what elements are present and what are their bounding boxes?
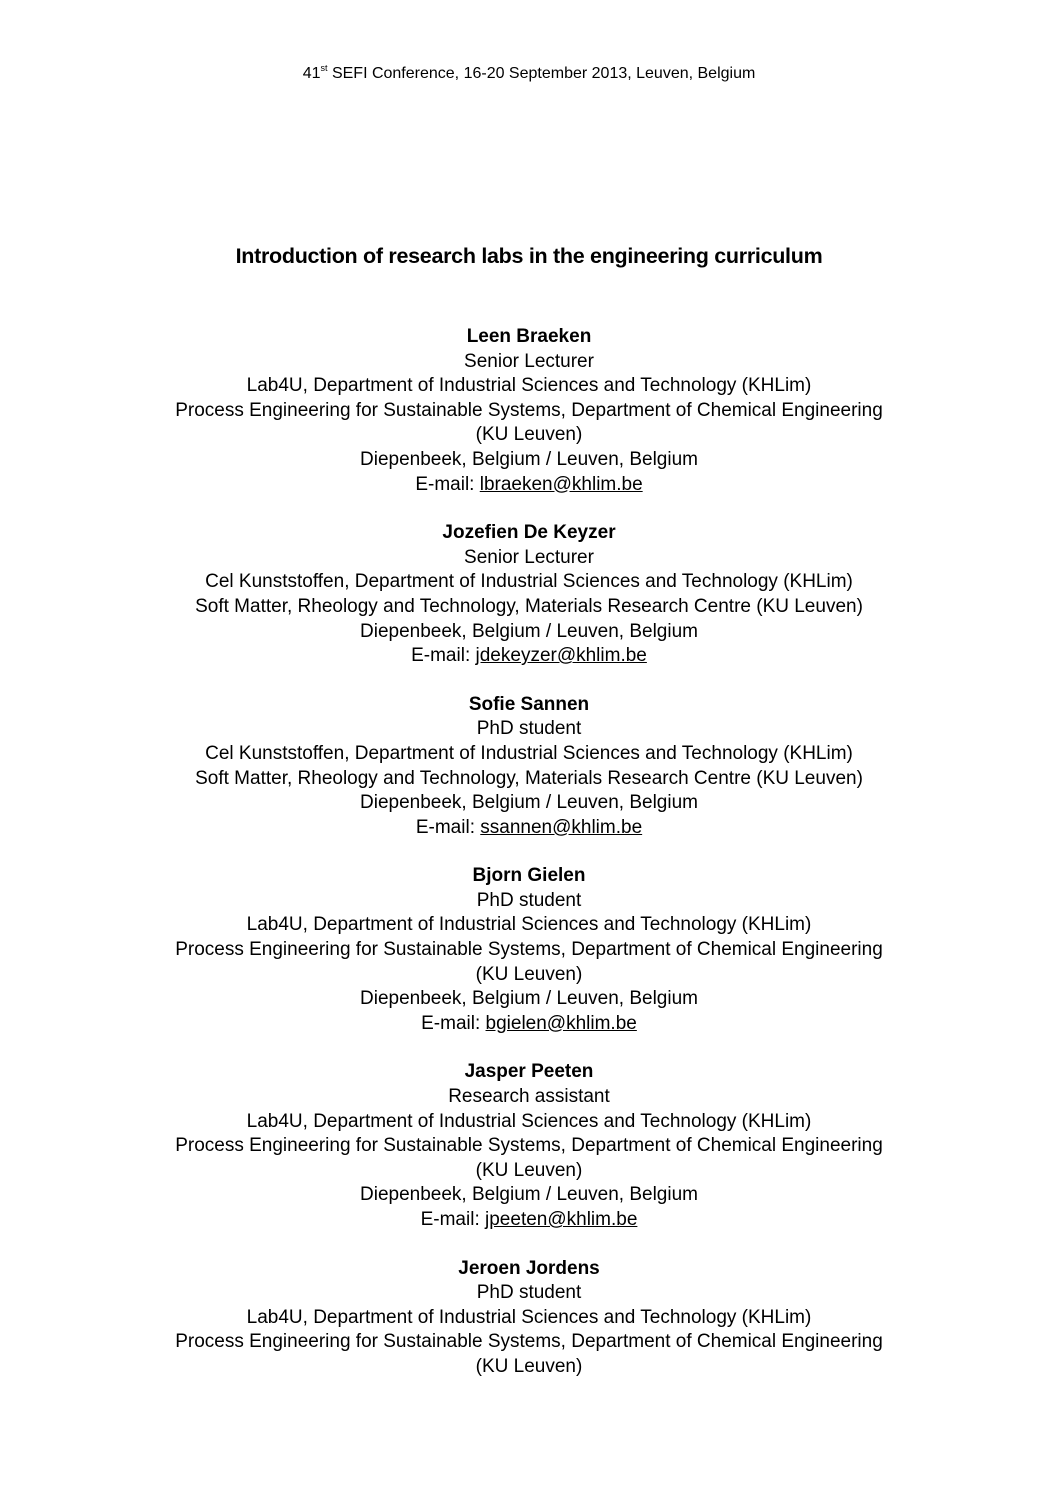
author-email-line [0, 473, 1058, 498]
author-affiliation: Process Engineering for Sustainable Systems, Department of Chemical Engineering [175, 1331, 883, 1353]
author-role: PhD student [476, 889, 582, 911]
author-name: Sofie Sannen [468, 693, 590, 715]
author-block [0, 864, 1058, 1036]
author-block [0, 521, 1058, 669]
author-affiliation: Diepenbeek, Belgium / Leuven, Belgium [360, 448, 698, 470]
paper-title: Introduction of research labs in the engineering curriculum [235, 244, 823, 268]
email-label: E-mail: [420, 1209, 486, 1230]
author-affiliation: Diepenbeek, Belgium / Leuven, Belgium [360, 620, 698, 642]
author-role: Senior Lecturer [464, 546, 594, 568]
author-affiliation: Lab4U, Department of Industrial Sciences and Technology (KHLim) [246, 1110, 812, 1132]
author-block [0, 1060, 1058, 1232]
running-header [0, 64, 1058, 84]
author-affiliation: Process Engineering for Sustainable Systems, Department of Chemical Engineering [175, 1135, 883, 1157]
email-link[interactable]: jdekeyzer@khlim.be [475, 645, 647, 667]
author-affiliation: Process Engineering for Sustainable Systems, Department of Chemical Engineering [175, 939, 883, 961]
author-role: Senior Lecturer [464, 350, 594, 372]
author-affiliation: (KU Leuven) [475, 424, 583, 446]
author-role: Research assistant [448, 1086, 610, 1108]
author-name: Jasper Peeten [464, 1061, 594, 1083]
author-name: Jeroen Jordens [458, 1257, 600, 1279]
author-affiliation: (KU Leuven) [475, 1159, 583, 1181]
header-ordinal-suffix: st [320, 63, 328, 73]
email-link[interactable]: ssannen@khlim.be [480, 816, 643, 838]
author-block [0, 693, 1058, 841]
author-affiliation: Diepenbeek, Belgium / Leuven, Belgium [360, 792, 698, 814]
email-label: E-mail: [421, 1012, 486, 1034]
author-affiliation: (KU Leuven) [475, 1355, 583, 1377]
author-name: Leen Braeken [466, 326, 592, 347]
author-affiliation: Soft Matter, Rheology and Technology, Materials Research Centre (KU Leuven) [195, 595, 863, 617]
author-email-line [0, 644, 1058, 669]
author-email-line [0, 816, 1058, 841]
author-block [0, 325, 1058, 497]
email-link[interactable]: lbraeken@khlim.be [479, 473, 643, 495]
author-name: Jozefien De Keyzer [442, 522, 616, 544]
author-affiliation: Soft Matter, Rheology and Technology, Materials Research Centre (KU Leuven) [195, 767, 863, 789]
header-ordinal: 41 [302, 65, 321, 82]
author-affiliation: Lab4U, Department of Industrial Sciences and Technology (KHLim) [246, 914, 812, 936]
email-label: E-mail: [411, 645, 476, 667]
author-email-line [0, 1208, 1058, 1233]
author-role: PhD student [476, 718, 582, 740]
header-text: SEFI Conference, 16-20 September 2013, Leuven, Belgium [327, 65, 756, 82]
author-affiliation: Diepenbeek, Belgium / Leuven, Belgium [360, 988, 698, 1010]
author-affiliation: Diepenbeek, Belgium / Leuven, Belgium [360, 1184, 698, 1206]
email-label: E-mail: [415, 473, 480, 495]
author-affiliation: Cel Kunststoffen, Department of Industrial Sciences and Technology (KHLim) [205, 571, 853, 593]
email-link[interactable]: bgielen@khlim.be [485, 1012, 637, 1034]
author-affiliation: Cel Kunststoffen, Department of Industrial Sciences and Technology (KHLim) [205, 742, 853, 764]
author-email-line [0, 1012, 1058, 1037]
author-affiliation: Lab4U, Department of Industrial Sciences and Technology (KHLim) [246, 375, 812, 397]
author-list [0, 325, 1058, 1404]
email-link[interactable]: jpeeten@khlim.be [485, 1209, 638, 1230]
author-affiliation: Lab4U, Department of Industrial Sciences and Technology (KHLim) [246, 1306, 812, 1328]
author-affiliation: Process Engineering for Sustainable Systems, Department of Chemical Engineering [175, 399, 883, 421]
email-label: E-mail: [415, 816, 481, 838]
author-name: Bjorn Gielen [472, 865, 586, 887]
author-role: PhD student [476, 1282, 582, 1304]
author-block [0, 1257, 1058, 1380]
author-affiliation: (KU Leuven) [475, 963, 583, 985]
